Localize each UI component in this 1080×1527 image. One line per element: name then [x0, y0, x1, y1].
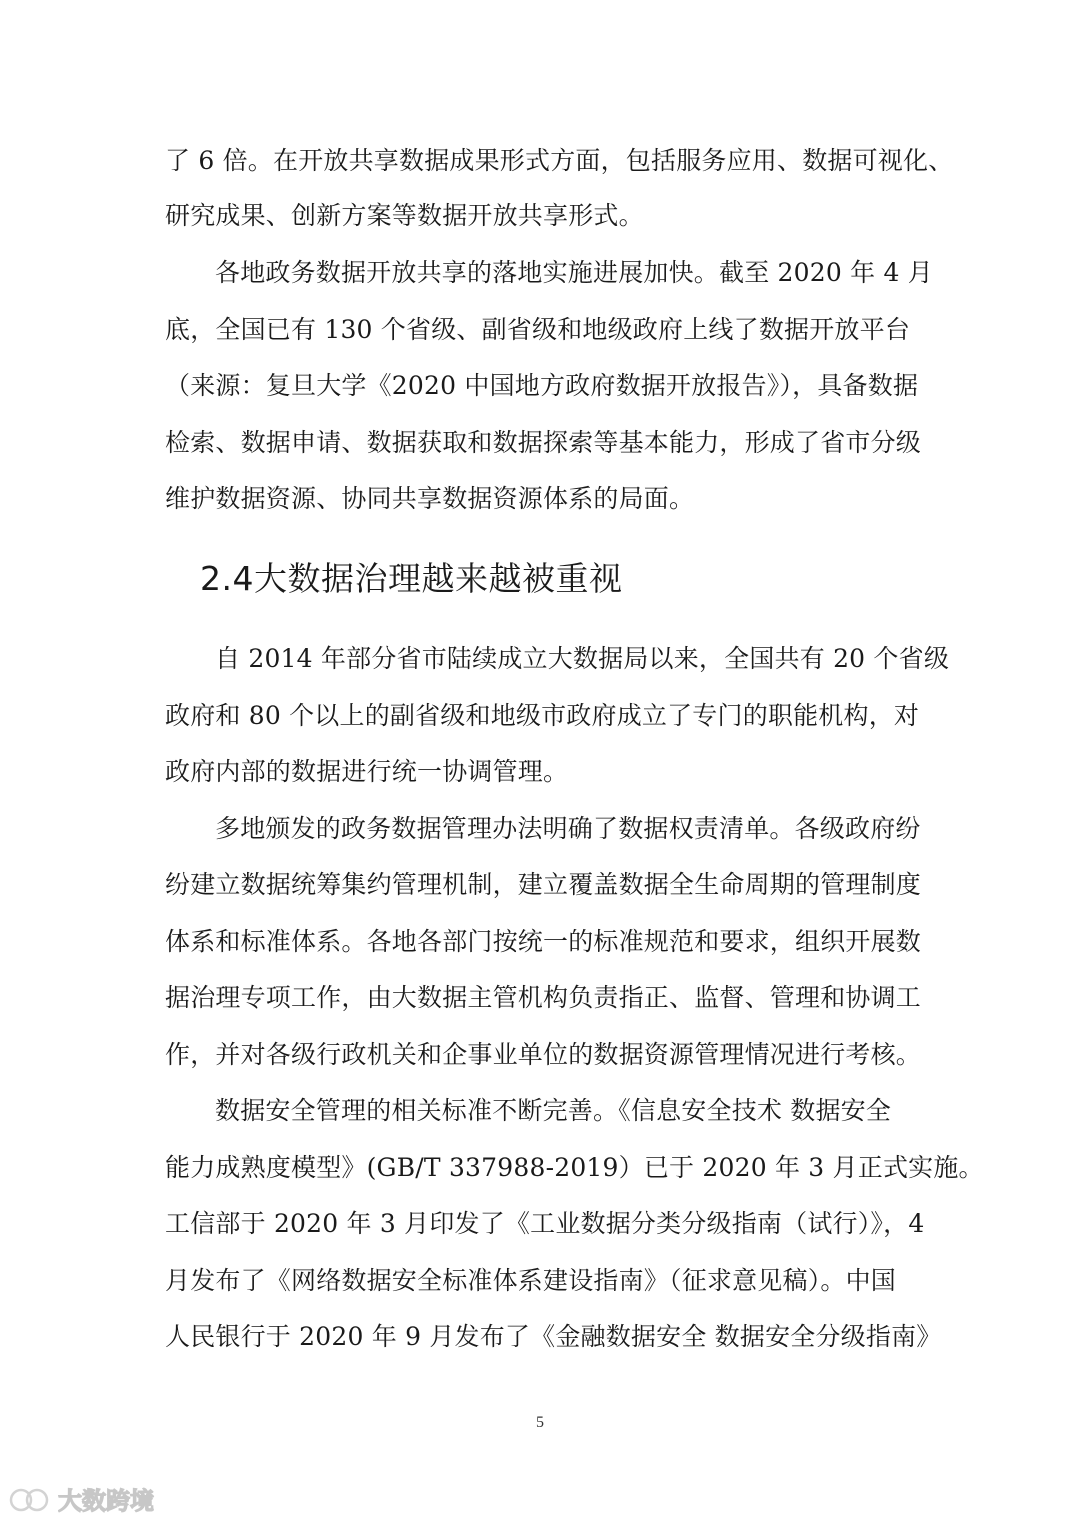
body-line: （来源：复旦大学《2020 中国地方政府数据开放报告》），具备数据	[165, 371, 919, 400]
double-ring-logo-icon	[8, 1485, 52, 1515]
paragraph-first-line: 自 2014 年部分省市陆续成立大数据局以来，全国共有 20 个省级	[215, 644, 950, 673]
body-line: 人民银行于 2020 年 9 月发布了《金融数据安全 数据安全分级指南》	[165, 1322, 942, 1351]
body-line: 底，全国已有 130 个省级、副省级和地级政府上线了数据开放平台	[165, 315, 911, 344]
paragraph-first-line: 数据安全管理的相关标准不断完善。《信息安全技术 数据安全	[215, 1096, 892, 1125]
body-line: 体系和标准体系。各地各部门按统一的标准规范和要求，组织开展数	[165, 927, 922, 956]
body-line: 检索、数据申请、数据获取和数据探索等基本能力，形成了省市分级	[165, 428, 922, 457]
body-line: 了 6 倍。在开放共享数据成果形式方面，包括服务应用、数据可视化、	[165, 146, 954, 175]
body-line: 月发布了《网络数据安全标准体系建设指南》（征求意见稿）。中国	[165, 1266, 897, 1295]
watermark-text	[58, 1483, 168, 1517]
svg-text:大数跨境: 大数跨境	[58, 1487, 154, 1515]
body-line: 研究成果、创新方案等数据开放共享形式。	[165, 201, 644, 230]
body-line: 能力成熟度模型》(GB/T 337988-2019）已于 2020 年 3 月正式实施。	[165, 1153, 984, 1182]
watermark	[8, 1482, 168, 1518]
paragraph-first-line: 各地政务数据开放共享的落地实施进展加快。截至 2020 年 4 月	[215, 258, 933, 287]
section-heading: 2.4大数据治理越来越被重视	[200, 559, 623, 598]
paragraph-first-line: 多地颁发的政务数据管理办法明确了数据权责清单。各级政府纷	[215, 814, 921, 843]
body-line: 纷建立数据统筹集约管理机制，建立覆盖数据全生命周期的管理制度	[165, 870, 922, 899]
page-number: 5	[536, 1414, 544, 1431]
body-line: 工信部于 2020 年 3 月印发了《工业数据分类分级指南（试行）》，4	[165, 1209, 925, 1238]
body-line: 据治理专项工作，由大数据主管机构负责指正、监督、管理和协调工	[165, 983, 922, 1012]
body-line: 作，并对各级行政机关和企事业单位的数据资源管理情况进行考核。	[165, 1040, 922, 1069]
body-line: 维护数据资源、协同共享数据资源体系的局面。	[165, 484, 695, 513]
body-line: 政府内部的数据进行统一协调管理。	[165, 757, 569, 786]
body-line: 政府和 80 个以上的副省级和地级市政府成立了专门的职能机构，对	[165, 701, 920, 730]
